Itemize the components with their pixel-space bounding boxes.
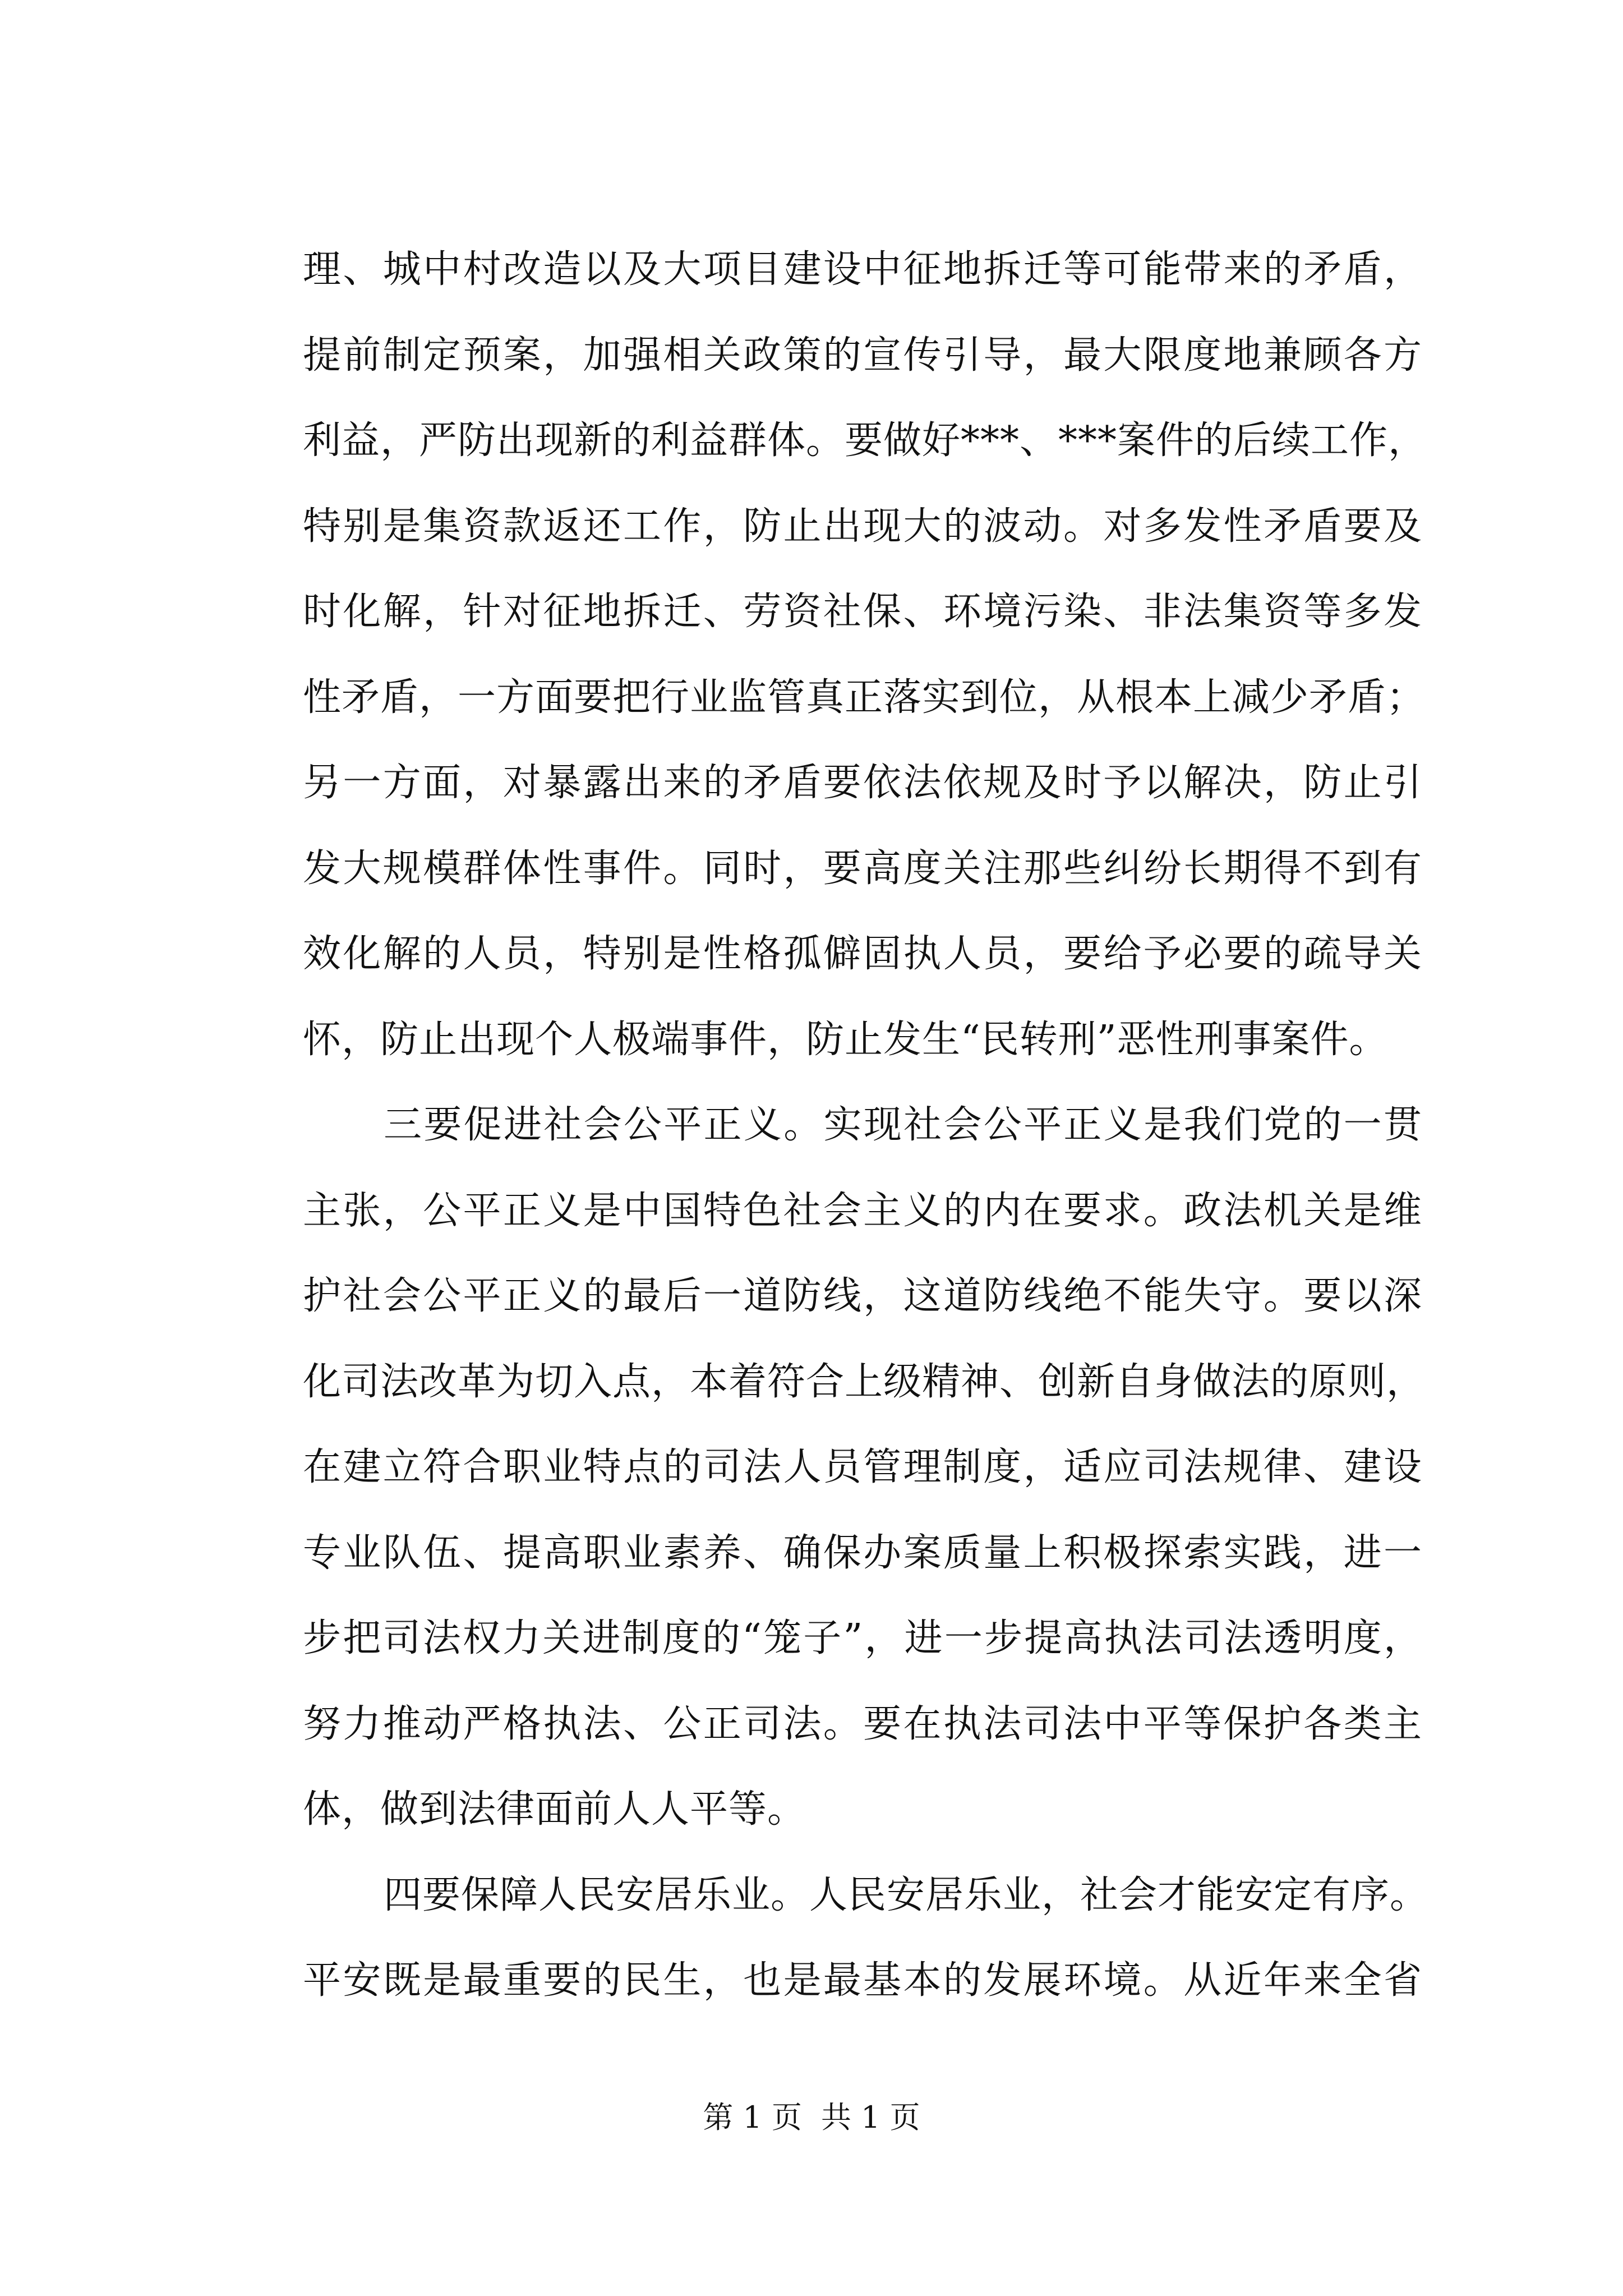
page-number: 第 1 页 bbox=[703, 2100, 802, 2135]
body-line: 特别是集资款返还工作，防止出现大的波动。对多发性矛盾要及 bbox=[303, 504, 1422, 549]
paragraph-start-line: 三要促进社会公平正义。实现社会公平正义是我们党的一贯 bbox=[384, 1103, 1422, 1147]
body-line: 提前制定预案，加强相关政策的宣传引导，最大限度地兼顾各方 bbox=[303, 333, 1422, 378]
body-line: 化司法改革为切入点，本着符合上级精神、创新自身做法的原则， bbox=[303, 1359, 1426, 1404]
page-total: 共 1 页 bbox=[821, 2100, 920, 2135]
body-line: 步把司法权力关进制度的“笼子”，进一步提高执法司法透明度， bbox=[303, 1616, 1422, 1660]
body-line: 护社会公平正义的最后一道防线，这道防线绝不能失守。要以深 bbox=[303, 1274, 1422, 1318]
body-line: 发大规模群体性事件。同时，要高度关注那些纠纷长期得不到有 bbox=[303, 846, 1422, 891]
body-line: 怀，防止出现个人极端事件，防止发生“民转刑”恶性刑事案件。 bbox=[303, 1017, 1388, 1062]
body-line: 平安既是最重要的民生，也是最基本的发展环境。从近年来全省 bbox=[303, 1958, 1422, 2003]
paragraph-start-line: 四要保障人民安居乐业。人民安居乐业，社会才能安定有序。 bbox=[384, 1872, 1429, 1917]
document-body bbox=[303, 227, 1429, 2024]
body-line: 主张，公平正义是中国特色社会主义的内在要求。政法机关是维 bbox=[303, 1188, 1422, 1233]
body-line: 性矛盾，一方面要把行业监管真正落实到位，从根本上减少矛盾； bbox=[303, 675, 1426, 720]
body-line: 在建立符合职业特点的司法人员管理制度，适应司法规律、建设 bbox=[303, 1445, 1422, 1489]
body-line: 利益，严防出现新的利益群体。要做好***、***案件的后续工作， bbox=[303, 418, 1427, 463]
body-line: 理、城中村改造以及大项目建设中征地拆迁等可能带来的矛盾， bbox=[303, 247, 1422, 292]
body-line: 体，做到法律面前人人平等。 bbox=[303, 1787, 806, 1832]
body-line: 效化解的人员，特别是性格孤僻固执人员，要给予必要的疏导关 bbox=[303, 932, 1422, 976]
page-footer bbox=[0, 2098, 1623, 2137]
body-line: 努力推动严格执法、公正司法。要在执法司法中平等保护各类主 bbox=[303, 1701, 1422, 1746]
body-line: 另一方面，对暴露出来的矛盾要依法依规及时予以解决，防止引 bbox=[303, 761, 1422, 805]
body-line: 时化解，针对征地拆迁、劳资社保、环境污染、非法集资等多发 bbox=[303, 590, 1422, 634]
body-line: 专业队伍、提高职业素养、确保办案质量上积极探索实践，进一 bbox=[303, 1530, 1422, 1575]
